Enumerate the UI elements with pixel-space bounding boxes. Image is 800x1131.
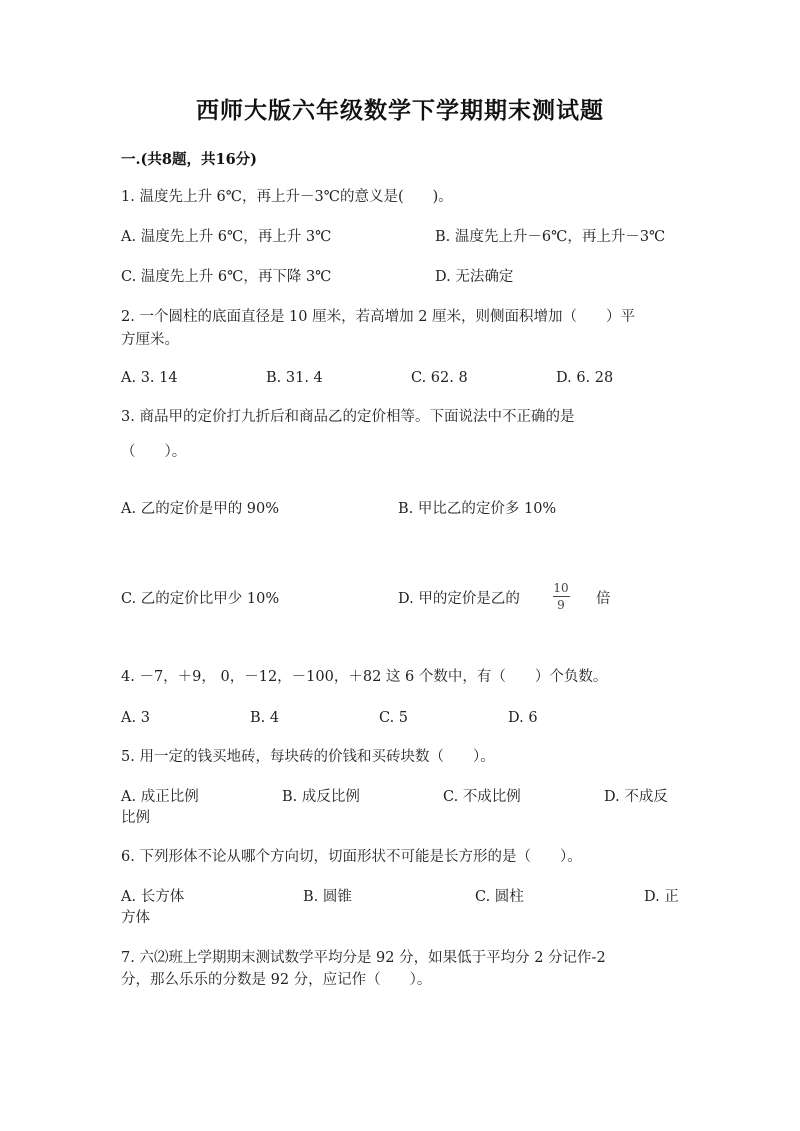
question-4-stem: 4. －7，＋9， 0，－12，－100，＋82 这 6 个数中，有（ ）个负数。 <box>121 669 608 685</box>
question-6-option-d-continued: 方体 <box>121 910 150 926</box>
question-4-option-d[interactable]: D. 6 <box>508 710 538 726</box>
question-3-option-c[interactable]: C. 乙的定价比甲少 10% <box>121 591 280 607</box>
question-6-option-d[interactable]: D. 正 <box>644 889 679 905</box>
page-title: 西师大版六年级数学下学期期末测试题 <box>196 97 604 124</box>
question-6-option-a[interactable]: A. 长方体 <box>121 889 185 905</box>
question-5-option-c[interactable]: C. 不成比例 <box>443 789 521 805</box>
question-7-stem-line-1: 7. 六⑵班上学期期末测试数学平均分是 92 分，如果低于平均分 2 分记作-2 <box>121 950 606 966</box>
question-3-option-d[interactable]: D. 甲的定价是乙的 <box>398 591 520 607</box>
question-6-option-b[interactable]: B. 圆锥 <box>303 889 352 905</box>
question-4-option-a[interactable]: A. 3 <box>121 710 150 726</box>
question-1-option-a[interactable]: A. 温度先上升 6℃，再上升 3℃ <box>121 229 332 245</box>
fraction-numerator: 10 <box>553 581 569 595</box>
question-1-option-c[interactable]: C. 温度先上升 6℃，再下降 3℃ <box>121 269 332 285</box>
question-5-option-d[interactable]: D. 不成反 <box>604 789 668 805</box>
question-2-stem-line-1: 2. 一个圆柱的底面直径是 10 厘米，若高增加 2 厘米，则侧面积增加（ ）平 <box>121 309 636 325</box>
question-3-option-b[interactable]: B. 甲比乙的定价多 10% <box>398 501 557 517</box>
question-2-stem-line-2: 方厘米。 <box>121 332 179 348</box>
question-1-option-d[interactable]: D. 无法确定 <box>435 269 514 285</box>
question-5-option-b[interactable]: B. 成反比例 <box>282 789 360 805</box>
question-3-stem-line-1: 3. 商品甲的定价打九折后和商品乙的定价相等。下面说法中不正确的是 <box>121 409 575 425</box>
question-6-stem: 6. 下列形体不论从哪个方向切，切面形状不可能是长方形的是（ ）。 <box>121 849 582 865</box>
question-1-stem: 1. 温度先上升 6℃，再上升－3℃的意义是( )。 <box>121 189 453 205</box>
question-6-option-c[interactable]: C. 圆柱 <box>475 889 524 905</box>
question-3-stem-line-2: （ ）。 <box>121 444 187 460</box>
question-2-option-c[interactable]: C. 62. 8 <box>411 370 468 386</box>
question-3-option-d-suffix: 倍 <box>596 591 611 607</box>
question-2-option-a[interactable]: A. 3. 14 <box>121 370 178 386</box>
question-5-option-d-continued: 比例 <box>121 810 150 826</box>
section-heading: 一.(共8题，共16分) <box>121 151 258 168</box>
question-7-stem-line-2: 分，那么乐乐的分数是 92 分，应记作（ ）。 <box>121 972 432 988</box>
question-2-option-d[interactable]: D. 6. 28 <box>556 370 614 386</box>
question-1-option-b[interactable]: B. 温度先上升－6℃，再上升－3℃ <box>435 229 666 245</box>
fraction-bar <box>553 596 570 597</box>
fraction-ten-ninths <box>550 582 572 612</box>
question-4-option-b[interactable]: B. 4 <box>250 710 280 726</box>
question-2-option-b[interactable]: B. 31. 4 <box>266 370 323 386</box>
question-5-stem: 5. 用一定的钱买地砖，每块砖的价钱和买砖块数（ ）。 <box>121 749 495 765</box>
question-5-option-a[interactable]: A. 成正比例 <box>121 789 199 805</box>
fraction-denominator: 9 <box>557 598 565 612</box>
question-4-option-c[interactable]: C. 5 <box>379 710 409 726</box>
question-3-option-a[interactable]: A. 乙的定价是甲的 90% <box>121 501 280 517</box>
